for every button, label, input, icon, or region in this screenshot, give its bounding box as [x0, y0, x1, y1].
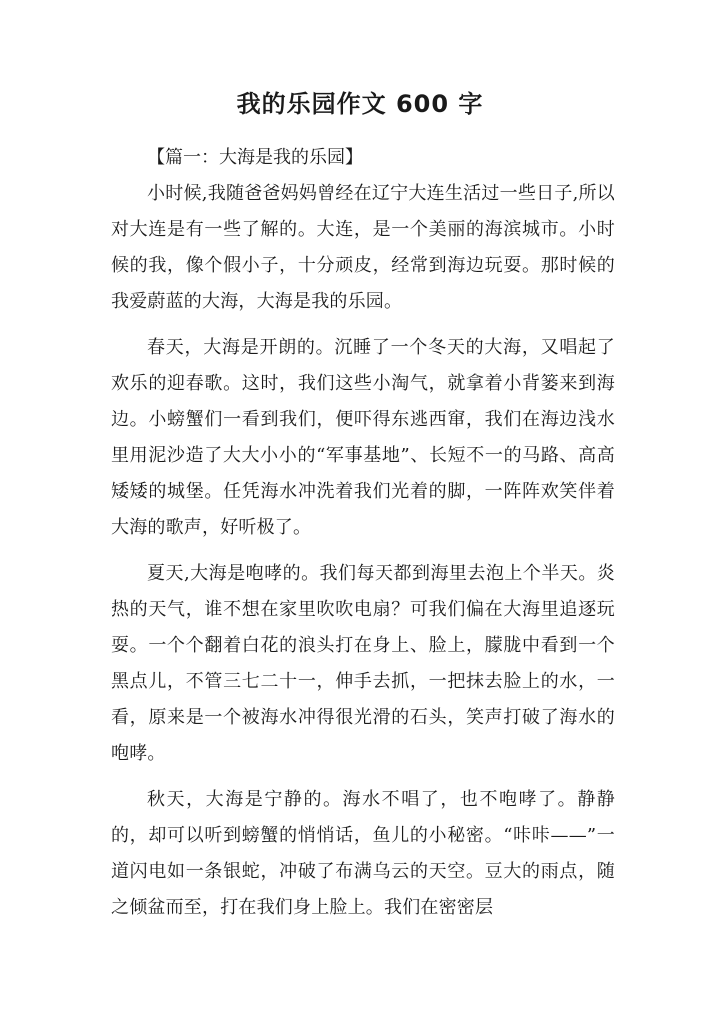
section-heading: 【篇一：大海是我的乐园】 — [147, 147, 363, 168]
paragraph-spring: 春天，大海是开朗的。沉睡了一个冬天的大海，又唱起了欢乐的迎春歌。这时，我们这些小淘气，就拿着小背篓来到海边。小螃蟹们一看到我们，便吓得东逃西窜，我们在海边浅水里用泥沙造了大大小小的“军事基地”、长短不一的马路、高高矮矮的城堡。任凭海水冲洗着我们光着的脚，一阵阵欢笑伴着大海的歌声，好听极了。 — [111, 337, 615, 538]
document-body — [111, 140, 615, 936]
paragraph-summer: 夏天,大海是咆哮的。我们每天都到海里去泡上个半天。炎热的天气，谁不想在家里吹吹电扇？可我们偏在大海里追逐玩耍。一个个翻着白花的浪头打在身上、脸上，朦胧中看到一个黑点儿，不管三七二十一，伸手去抓，一把抹去脸上的水，一看，原来是一个被海水冲得很光滑的石头，笑声打破了海水的咆哮。 — [111, 563, 615, 764]
paragraph-autumn: 秋天，大海是宁静的。海水不唱了，也不咆哮了。静静的，却可以听到螃蟹的悄悄话，鱼儿的小秘密。“咔咔——”一道闪电如一条银蛇，冲破了布满乌云的天空。豆大的雨点，随之倾盆而至，打在我们身上脸上。我们在密密层 — [111, 789, 615, 918]
paragraph-childhood: 小时候,我随爸爸妈妈曾经在辽宁大连生活过一些日子,所以对大连是有一些了解的。大连，是一个美丽的海滨城市。小时候的我，像个假小子，十分顽皮，经常到海边玩耍。那时候的我爱蔚蓝的大海，大海是我的乐园。 — [111, 183, 615, 312]
document-title: 我的乐园作文 600 字 — [236, 90, 484, 118]
